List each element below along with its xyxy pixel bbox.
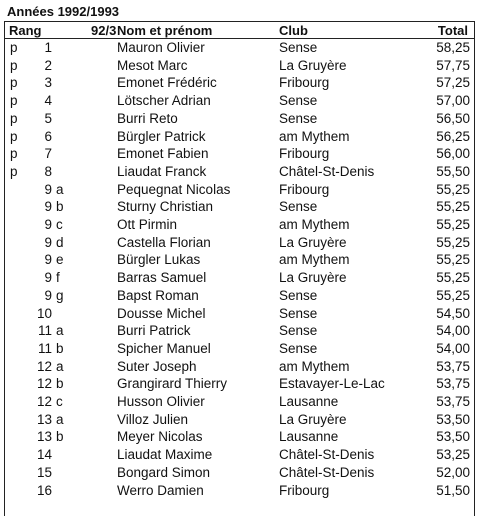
club-name: Fribourg: [279, 482, 330, 498]
table-row: [5, 429, 474, 447]
rank-number: 9: [44, 181, 52, 197]
athlete-name: Burri Reto: [117, 110, 178, 126]
athlete-name: Spicher Manuel: [117, 340, 211, 356]
athlete-name: Lötscher Adrian: [117, 93, 211, 109]
rank-number: 8: [44, 163, 52, 179]
total-score: 55,25: [436, 270, 470, 286]
club-name: Châtel-St-Denis: [279, 464, 375, 480]
club-name: Fribourg: [279, 181, 330, 197]
total-score: 52,00: [436, 464, 470, 480]
table-row: [5, 75, 474, 93]
athlete-name: Bapst Roman: [117, 287, 199, 303]
rank-prefix: p: [10, 110, 18, 126]
athlete-name: Meyer Nicolas: [117, 429, 203, 445]
rank-prefix: p: [10, 128, 18, 144]
total-score: 56,50: [436, 110, 470, 126]
header-rang: Rang: [9, 23, 42, 38]
rank-suffix: a: [56, 411, 64, 427]
table-row: [5, 58, 474, 76]
table-row: [5, 341, 474, 359]
club-name: Sense: [279, 287, 318, 303]
rank-number: 9: [44, 270, 52, 286]
table-row: [5, 306, 474, 324]
rank-number: 9: [44, 287, 52, 303]
rank-suffix: b: [56, 340, 64, 356]
club-name: am Mythem: [279, 217, 350, 232]
table-row: [5, 483, 474, 501]
club-name: Sense: [279, 93, 318, 109]
rank-prefix: p: [10, 75, 18, 91]
table-row: [5, 252, 474, 270]
total-score: 56,00: [436, 146, 470, 162]
rank-number: 4: [44, 93, 52, 109]
rank-number: 13: [36, 429, 52, 445]
rank-number: 6: [44, 128, 52, 144]
total-score: 56,25: [436, 128, 470, 144]
athlete-name: Grangirard Thierry: [117, 376, 228, 392]
total-score: 53,75: [436, 394, 470, 409]
club-name: Fribourg: [279, 75, 330, 91]
rank-suffix: a: [56, 323, 64, 339]
total-score: 54,50: [436, 305, 470, 321]
club-name: La Gruyère: [279, 270, 347, 286]
rank-prefix: p: [10, 163, 18, 179]
athlete-name: Werro Damien: [117, 482, 204, 498]
athlete-name: Husson Olivier: [117, 394, 205, 409]
table-row: [5, 323, 474, 341]
page-title: Années 1992/1993: [7, 4, 120, 19]
total-score: 55,25: [436, 181, 470, 197]
results-table: [4, 21, 475, 516]
total-score: 55,25: [436, 217, 470, 232]
table-row: [5, 270, 474, 288]
total-score: 53,75: [436, 376, 470, 392]
club-name: La Gruyère: [279, 234, 347, 250]
athlete-name: Sturny Christian: [117, 199, 214, 215]
total-score: 54,00: [436, 340, 470, 356]
club-name: Sense: [279, 40, 318, 55]
total-score: 58,25: [436, 40, 470, 55]
total-score: 57,00: [436, 93, 470, 109]
athlete-name: Villoz Julien: [117, 411, 189, 427]
total-score: 54,00: [436, 323, 470, 339]
table-row: [5, 288, 474, 306]
rank-suffix: f: [56, 270, 60, 286]
club-name: Lausanne: [279, 429, 339, 445]
total-score: 51,50: [436, 482, 470, 498]
total-score: 55,25: [436, 252, 470, 268]
rank-number: 14: [36, 447, 52, 463]
athlete-name: Dousse Michel: [117, 305, 206, 321]
rank-number: 9: [44, 199, 52, 215]
rank-suffix: b: [56, 429, 64, 445]
club-name: Sense: [279, 323, 318, 339]
athlete-name: Emonet Frédéric: [117, 75, 217, 91]
athlete-name: Emonet Fabien: [117, 146, 209, 162]
table-row: [5, 217, 474, 235]
rank-number: 3: [44, 75, 52, 91]
rank-number: 7: [44, 146, 52, 162]
club-name: Sense: [279, 199, 318, 215]
athlete-name: Suter Joseph: [117, 358, 197, 374]
rank-number: 10: [36, 305, 52, 321]
athlete-name: Pequegnat Nicolas: [117, 181, 231, 197]
header-name: Nom et prénom: [117, 23, 213, 38]
total-score: 57,75: [436, 57, 470, 73]
rank-number: 9: [44, 252, 52, 268]
header-club: Club: [279, 23, 308, 38]
athlete-name: Bürgler Lukas: [117, 252, 201, 268]
club-name: Estavayer-Le-Lac: [279, 376, 385, 392]
table-row: [5, 447, 474, 465]
athlete-name: Burri Patrick: [117, 323, 191, 339]
club-name: Sense: [279, 340, 318, 356]
table-row: [5, 394, 474, 412]
athlete-name: Mauron Olivier: [117, 40, 205, 55]
club-name: am Mythem: [279, 358, 350, 374]
rank-number: 11: [37, 340, 52, 356]
table-row: [5, 111, 474, 129]
total-score: 55,25: [436, 199, 470, 215]
table-row: [5, 376, 474, 394]
total-score: 57,25: [436, 75, 470, 91]
table-row: [5, 93, 474, 111]
rank-prefix: p: [10, 146, 18, 162]
rank-prefix: p: [10, 40, 18, 55]
rank-number: 9: [44, 217, 52, 232]
rank-prefix: p: [10, 57, 18, 73]
table-row: [5, 146, 474, 164]
athlete-name: Bongard Simon: [117, 464, 211, 480]
table-row: [5, 40, 474, 58]
rank-number: 15: [36, 464, 52, 480]
athlete-name: Castella Florian: [117, 234, 211, 250]
club-name: Sense: [279, 305, 318, 321]
rank-suffix: d: [56, 234, 64, 250]
club-name: Lausanne: [279, 394, 339, 409]
rank-number: 5: [44, 110, 52, 126]
total-score: 55,25: [436, 287, 470, 303]
table-row: [5, 359, 474, 377]
rank-suffix: c: [56, 394, 63, 409]
athlete-name: Mesot Marc: [117, 57, 188, 73]
rank-suffix: e: [56, 252, 64, 268]
rank-number: 11: [37, 323, 52, 339]
total-score: 53,25: [436, 447, 470, 463]
club-name: Sense: [279, 110, 318, 126]
rank-number: 2: [44, 57, 52, 73]
club-name: Fribourg: [279, 146, 330, 162]
rank-number: 1: [44, 40, 52, 55]
table-row: [5, 412, 474, 430]
rank-suffix: a: [56, 358, 64, 374]
rank-prefix: p: [10, 93, 18, 109]
table-row: [5, 182, 474, 200]
athlete-name: Liaudat Maxime: [117, 447, 213, 463]
athlete-name: Liaudat Franck: [117, 163, 207, 179]
club-name: La Gruyère: [279, 57, 347, 73]
rank-suffix: g: [56, 287, 64, 303]
table-row: [5, 199, 474, 217]
total-score: 53,50: [436, 429, 470, 445]
rank-suffix: a: [56, 181, 64, 197]
total-score: 53,50: [436, 411, 470, 427]
rank-number: 16: [36, 482, 52, 498]
header-year: 92/3: [91, 23, 117, 38]
table-row: [5, 465, 474, 483]
athlete-name: Ott Pirmin: [117, 217, 178, 232]
club-name: Châtel-St-Denis: [279, 163, 375, 179]
rank-suffix: c: [56, 217, 63, 232]
table-row: [5, 129, 474, 147]
header-total: Total: [437, 23, 468, 38]
club-name: am Mythem: [279, 252, 350, 268]
table-header: [5, 22, 474, 39]
rank-number: 12: [36, 358, 52, 374]
club-name: am Mythem: [279, 128, 350, 144]
total-score: 53,75: [436, 358, 470, 374]
rank-number: 12: [36, 394, 52, 409]
total-score: 55,25: [436, 234, 470, 250]
athlete-name: Barras Samuel: [117, 270, 207, 286]
rank-number: 13: [36, 411, 52, 427]
club-name: Châtel-St-Denis: [279, 447, 375, 463]
table-row: [5, 164, 474, 182]
rank-number: 12: [36, 376, 52, 392]
club-name: La Gruyère: [279, 411, 347, 427]
table-row: [5, 235, 474, 253]
athlete-name: Bürgler Patrick: [117, 128, 206, 144]
rank-suffix: b: [56, 376, 64, 392]
rank-suffix: b: [56, 199, 64, 215]
rank-number: 9: [44, 234, 52, 250]
total-score: 55,50: [436, 163, 470, 179]
